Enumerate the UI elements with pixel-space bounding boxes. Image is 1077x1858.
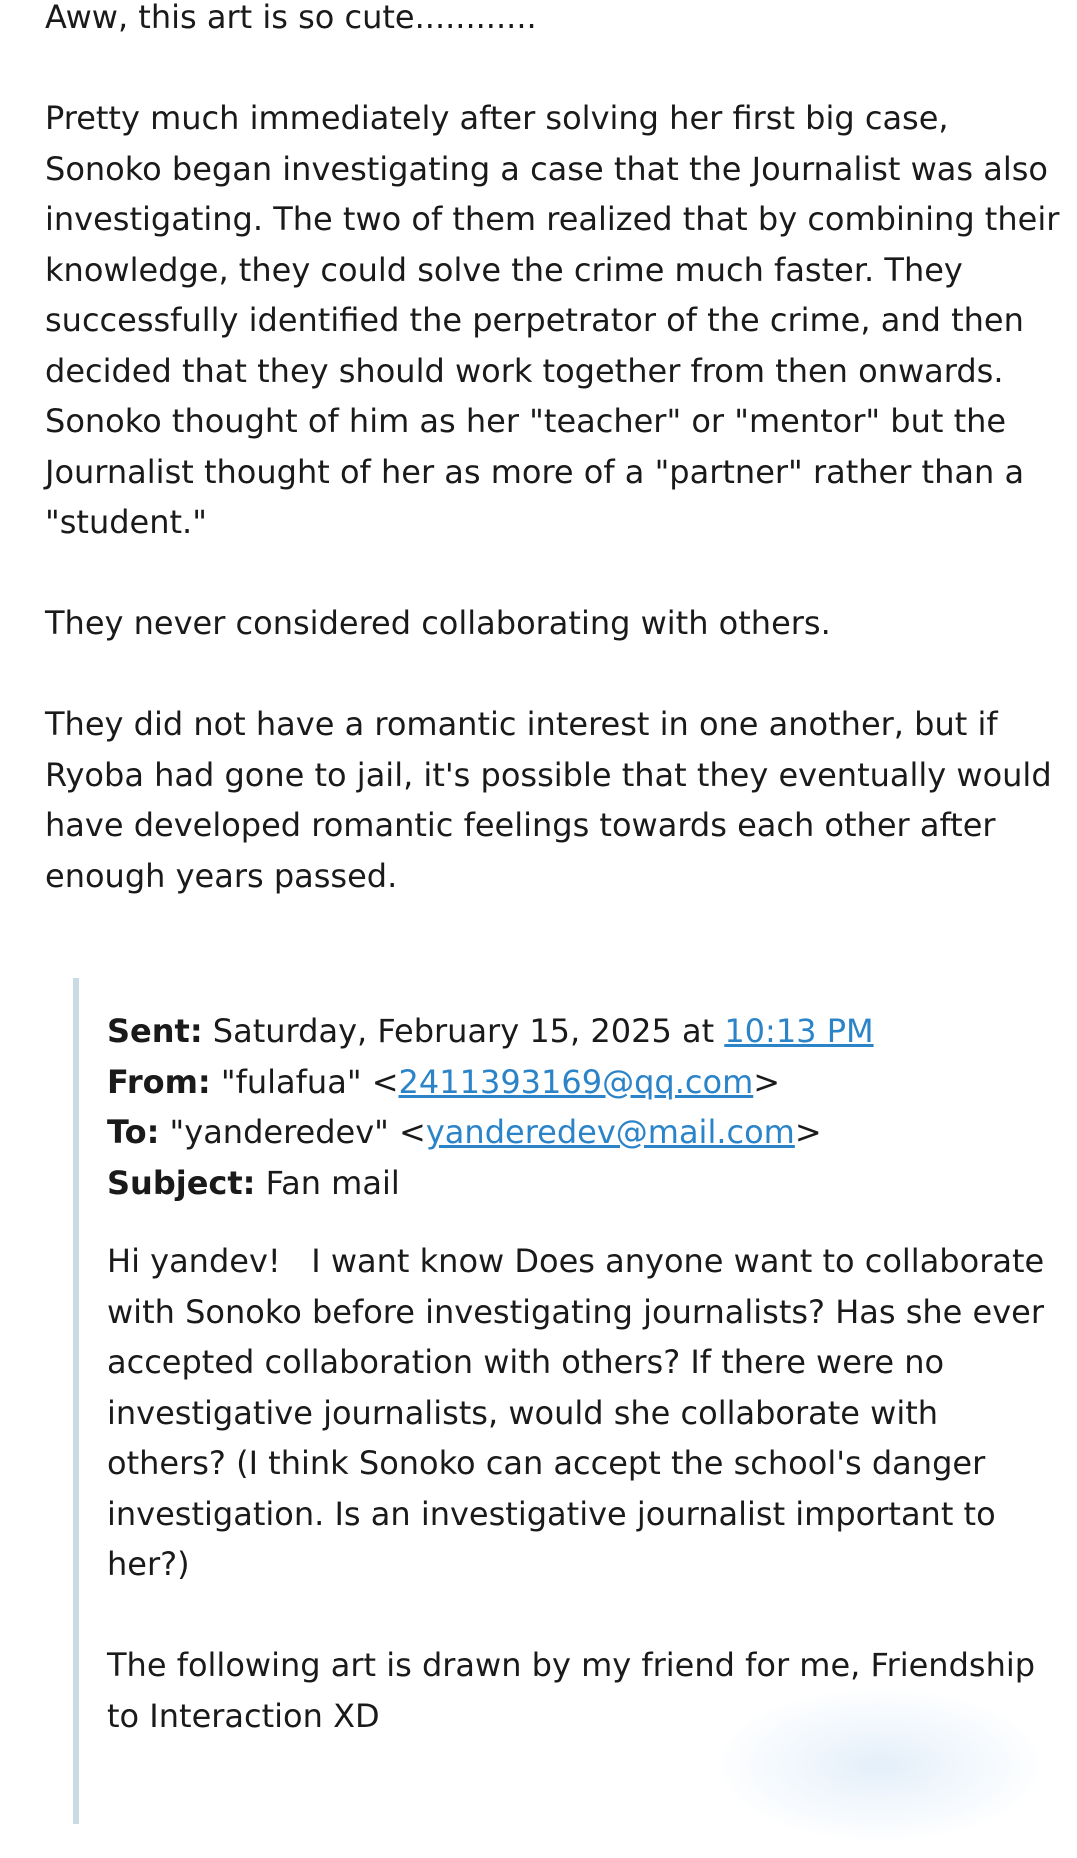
to-line <box>107 1107 1067 1158</box>
sent-time-link[interactable]: 10:13 PM <box>724 1012 874 1050</box>
quoted-message <box>107 1006 1067 1792</box>
from-email-link[interactable]: 2411393169@qq.com <box>398 1062 754 1101</box>
reply-paragraph-4: They did not have a romantic interest in one another, but if Ryoba had gone to jail, it's possible that they eventually would have developed romantic feelings towards each other after enough years passed. <box>45 705 1052 895</box>
quoted-paragraph-2: The following art is drawn by my friend for me, Friendship to Interaction XD <box>107 1646 1036 1735</box>
to-open-bracket: < <box>399 1113 426 1151</box>
reply-paragraph-1: Aww, this art is so cute............ <box>45 0 537 36</box>
from-close-bracket: > <box>753 1062 781 1101</box>
from-label: From: <box>107 1062 211 1101</box>
to-close-bracket: > <box>794 1113 822 1151</box>
quoted-header <box>107 1006 1067 1208</box>
to-label: To: <box>107 1113 160 1151</box>
from-open-bracket: < <box>371 1062 399 1101</box>
sent-date: Saturday, February 15, 2025 at <box>212 1012 715 1050</box>
subject-line <box>107 1158 1067 1209</box>
from-name: "fulafua" <box>220 1062 362 1101</box>
to-email-link[interactable]: yanderedev@mail.com <box>425 1113 795 1151</box>
quote-bar <box>73 978 79 1824</box>
reply-paragraph-2: Pretty much immediately after solving her first big case, Sonoko began investigating a case that the Journalist was also investigating. The two of them realized that by combining their knowledge, they could solve the crime much faster. They successfully identified the perpetrator of the crime, and then decided that they should work together from then onwards. Sonoko thought of him as her "teacher" or "mentor" but the Journalist thought of her as more of a "partner" rather than a "student." <box>45 99 1060 541</box>
subject-label: Subject: <box>107 1163 256 1202</box>
from-line <box>107 1057 1067 1108</box>
reply-paragraph-3: They never considered collaborating with others. <box>45 604 831 642</box>
subject-text: Fan mail <box>265 1163 400 1202</box>
to-name: "yanderedev" <box>169 1113 389 1151</box>
reply-body <box>45 0 1065 952</box>
sent-label: Sent: <box>107 1012 203 1050</box>
quoted-paragraph-1: Hi yandev! I want know Does anyone want to collaborate with Sonoko before investigating journalists? Has she ever accepted collaboration with others? If there were no investigative journalists, would she collaborate with others? (I think Sonoko can accept the school's danger investigation. Is an investigative journalist important to her?) <box>107 1242 1055 1583</box>
quoted-body <box>107 1236 1067 1741</box>
sent-line <box>107 1006 1067 1057</box>
